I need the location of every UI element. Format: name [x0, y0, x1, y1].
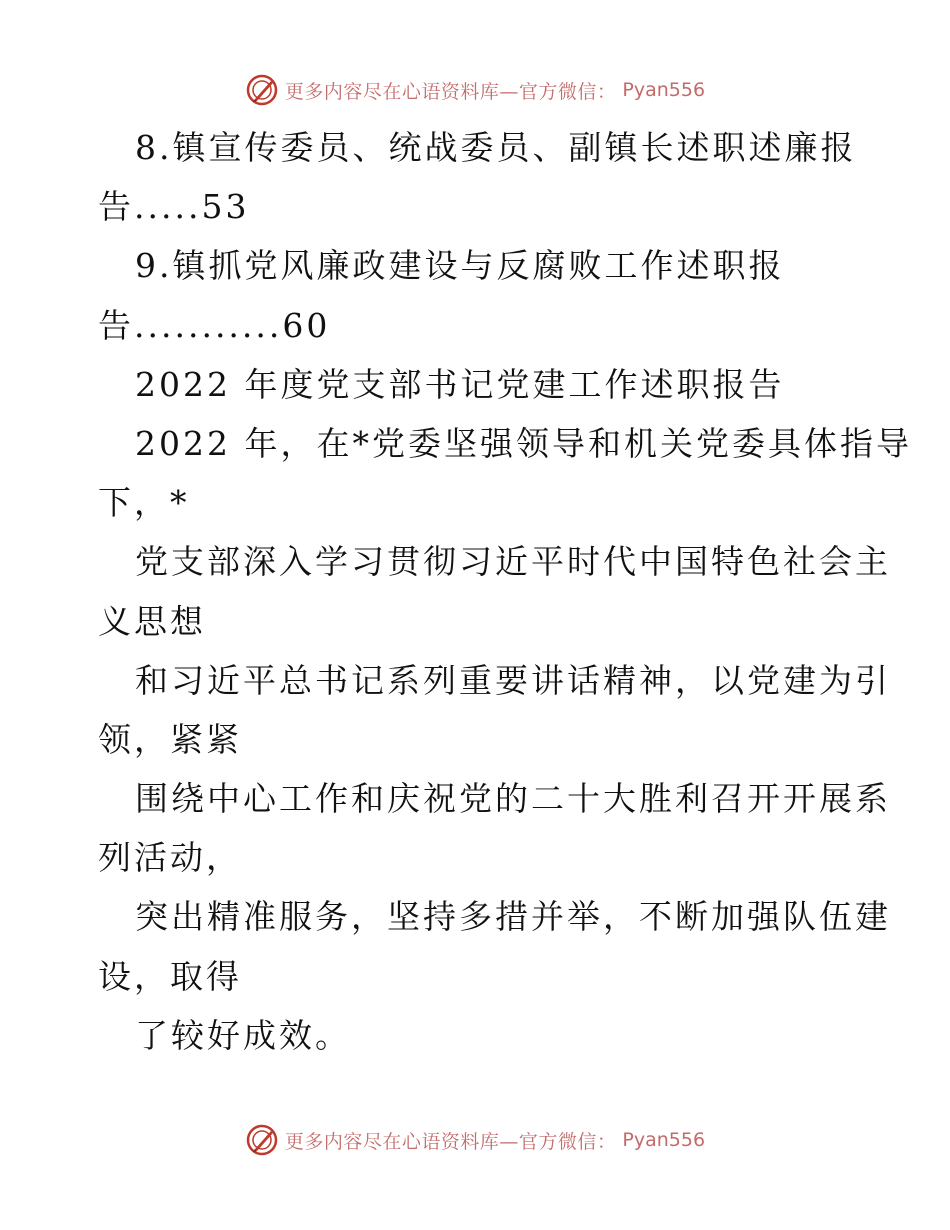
- watermark-text: 更多内容尽在心语资料库—官方微信：: [284, 1130, 617, 1153]
- pen-logo-icon: [245, 73, 279, 107]
- paragraph-line: 领，紧紧: [98, 719, 242, 759]
- toc-item-8: 8.镇宣传委员、统战委员、副镇长述职述廉报: [135, 128, 857, 167]
- toc-item-9-page: 告...........60: [98, 305, 331, 345]
- paragraph-line: 突出精准服务，坚持多措并举，不断加强队伍建: [135, 897, 891, 937]
- header-watermark: [0, 70, 950, 110]
- document-body: [98, 118, 912, 1065]
- toc-item-8-page: 告.....53: [98, 187, 250, 227]
- paragraph-line: 和习近平总书记系列重要讲话精神，以党建为引: [135, 660, 891, 700]
- paragraph-line: 列活动，: [98, 838, 242, 878]
- paragraph-line: 下，*: [98, 483, 190, 523]
- toc-item-9: 9.镇抓党风廉政建设与反腐败工作述职报: [135, 246, 785, 286]
- section-title: 2022 年度党支部书记党建工作述职报告: [135, 364, 785, 404]
- paragraph-line: 党支部深入学习贯彻习近平时代中国特色社会主: [135, 542, 891, 582]
- watermark-wechat-id: Pyan556: [622, 79, 706, 101]
- paragraph-line: 2022 年，在*党委坚强领导和机关党委具体指导: [135, 423, 912, 463]
- watermark-wechat-id: Pyan556: [622, 1129, 706, 1151]
- paragraph-line: 义思想: [98, 601, 206, 641]
- paragraph-line: 围绕中心工作和庆祝党的二十大胜利召开开展系: [135, 779, 891, 819]
- paragraph-line: 设，取得: [98, 956, 242, 996]
- watermark-text: 更多内容尽在心语资料库—官方微信：: [284, 80, 617, 103]
- footer-watermark: [0, 1120, 950, 1160]
- pen-logo-icon: [245, 1123, 279, 1157]
- paragraph-line: 了较好成效。: [135, 1015, 351, 1055]
